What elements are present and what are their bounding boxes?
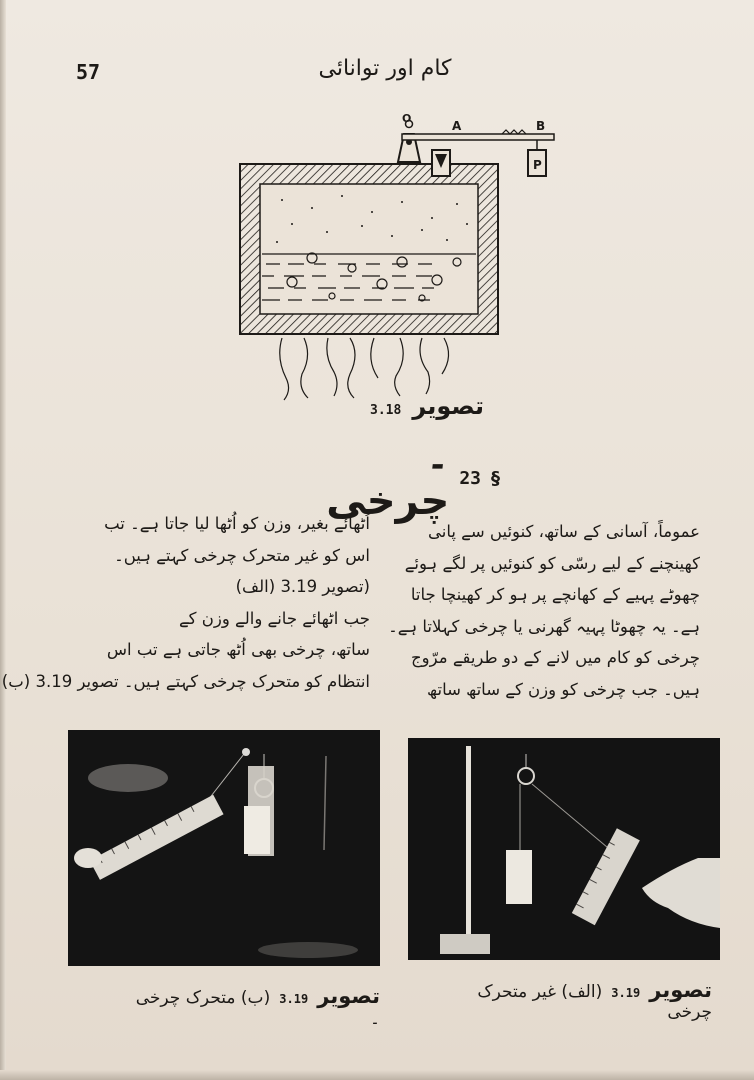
figure-label-number: 3.19 (611, 986, 641, 1000)
figure-3-19b-caption (130, 984, 380, 1029)
text-line: اُٹھائے بغیر، وزن کو اُٹھا لیا جاتا ہے۔ تب (104, 514, 370, 533)
figure-label-number: 3.19 (279, 992, 309, 1006)
photo-fixed-pulley (408, 738, 720, 960)
text-line: ہیں۔ جب چرخی کو وزن کے ساتھ ساتھ (427, 679, 700, 699)
text-line: اس کو غیر متحرک چرخی کہتے ہیں۔ (114, 545, 370, 565)
figure-3-18-safety-valve-diagram (232, 112, 562, 402)
figure-3-18-caption (370, 392, 484, 420)
text-line: جب اٹھائے جانے والے وزن کے (178, 608, 370, 628)
photo-movable-pulley (68, 730, 380, 966)
page-number: 57 (76, 60, 101, 84)
label-b: B (536, 119, 546, 133)
section-number: 23 (459, 467, 481, 489)
section-symbol: § (491, 467, 500, 489)
figure-3-19a-caption (450, 978, 712, 1022)
figure-label-number: 3.18 (370, 403, 402, 418)
text-line: چرخی کو کام میں لانے کے دو طریقے مرّوج (411, 648, 700, 667)
text-line: ہے۔ یہ چھوٹا پہیہ گھرنی یا چرخی کہلاتا ہے۔ (388, 616, 700, 636)
text-column-left (1, 508, 370, 697)
figure-label-word: تصویر (412, 392, 485, 420)
text-line: چھوٹے پہیے کے کھانچے پر ہو کر کھینچا جاتا (410, 585, 700, 604)
text-line: انتظام کو متحرک چرخی کہتے ہیں۔ تصویر 3.19 (ب) (1, 671, 370, 691)
label-p: P (533, 158, 542, 172)
section-heading (300, 432, 500, 524)
text-line: کھینچنے کے لیے رسّی کو کنوئیں پر لگے ہوئے (404, 553, 700, 573)
section-title: ۔ چرخی (326, 432, 450, 524)
label-a: A (452, 119, 462, 133)
figure-caption-text: (الف) غیر متحرک چرخی (477, 982, 712, 1022)
label-o: O (402, 112, 412, 125)
figure-label-word: تصویر (317, 984, 380, 1008)
running-head: کام اور توانائی (318, 56, 452, 81)
text-line: ساتھ، چرخی بھی اُٹھ جاتی ہے تب اس (106, 640, 370, 659)
figure-caption-text: (ب) متحرک چرخی ۔ (135, 988, 380, 1029)
page-edge-left (0, 0, 6, 1080)
page-edge-bottom (0, 1070, 754, 1080)
text-column-right (388, 516, 700, 705)
figure-label-word: تصویر (649, 978, 712, 1002)
text-line: عموماً، آسانی کے ساتھ، کنوئیں سے پانی (427, 522, 700, 541)
text-line: (تصویر 3.19 (الف) (235, 577, 370, 596)
